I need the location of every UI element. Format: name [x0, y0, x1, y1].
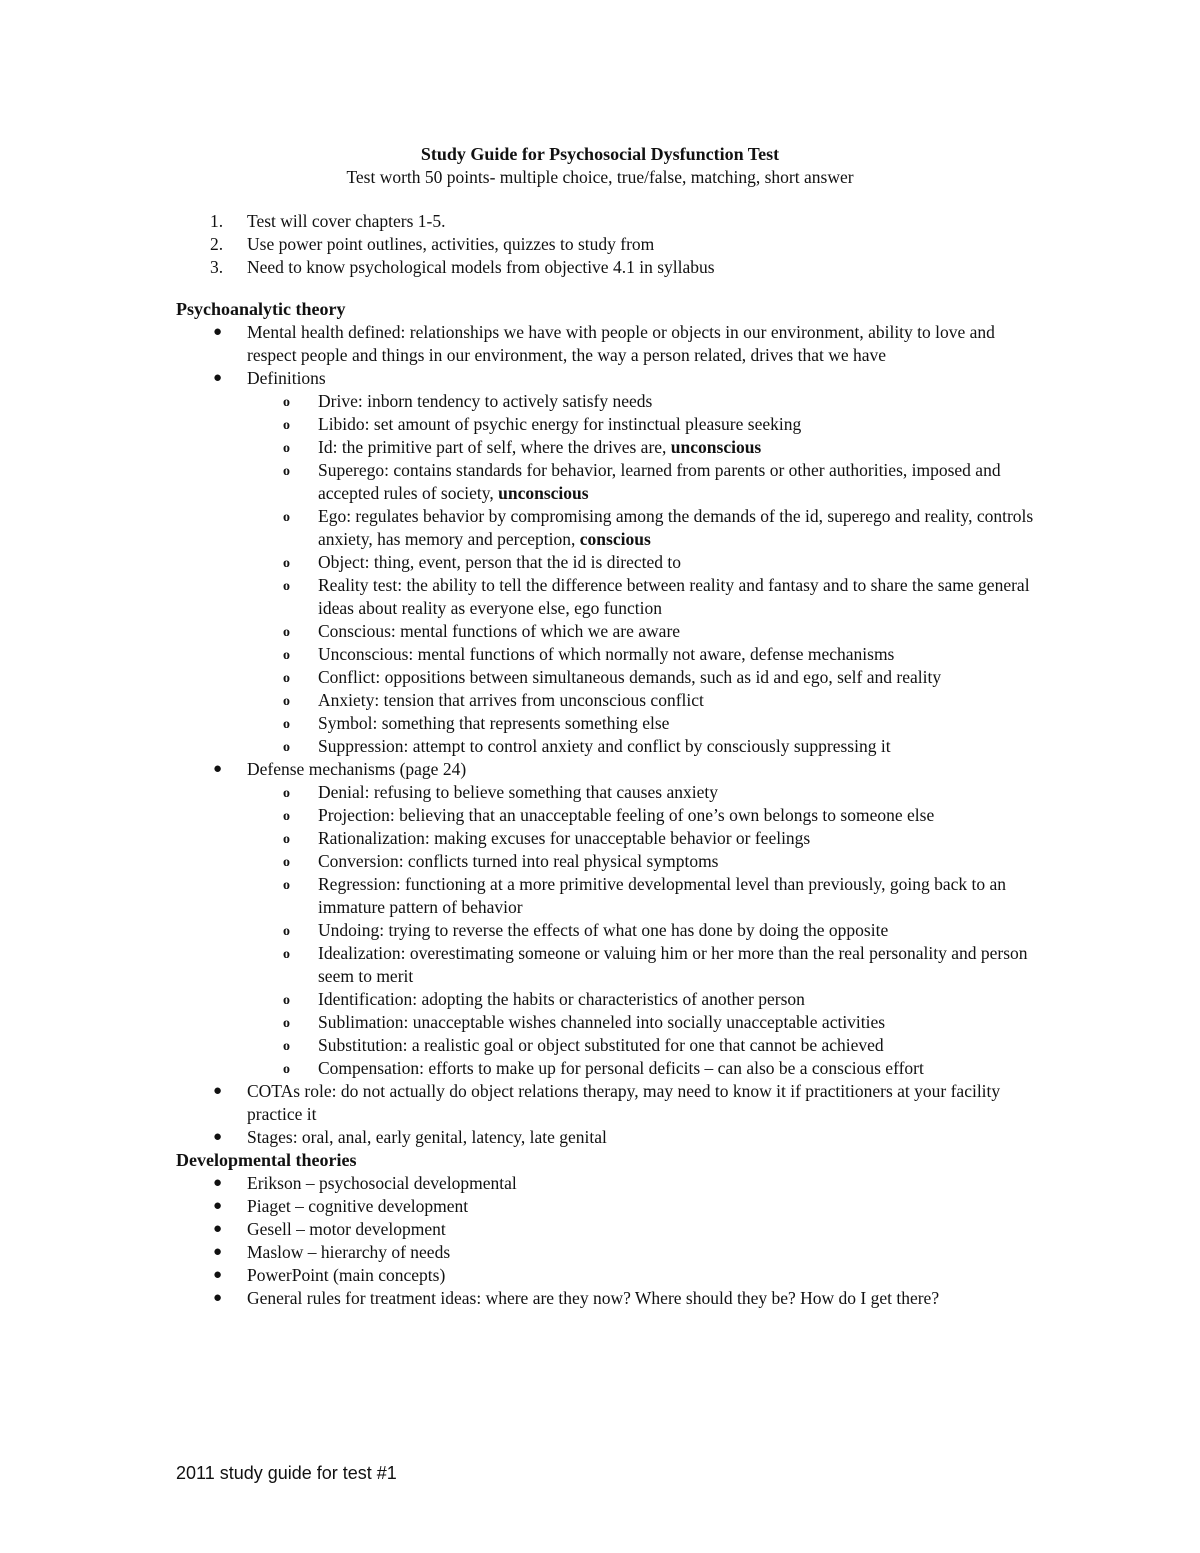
sub-bullet-icon: o: [283, 441, 290, 456]
developmental-item: [176, 1195, 1036, 1218]
sub-bullet-icon: o: [283, 717, 290, 732]
sub-bullet-icon: o: [283, 395, 290, 410]
bullet-icon: ●: [213, 1267, 223, 1283]
item-text: Need to know psychological models from objective 4.1 in syllabus: [247, 257, 715, 277]
definition-emphasis: unconscious: [498, 483, 589, 503]
defense-item: [176, 850, 1036, 873]
developmental-text: PowerPoint (main concepts): [247, 1265, 446, 1285]
definition-item: [176, 620, 1036, 643]
sub-bullet-icon: o: [283, 418, 290, 433]
sub-bullet-icon: o: [283, 464, 290, 479]
sub-bullet-icon: o: [283, 1016, 290, 1031]
defense-text: Sublimation: unacceptable wishes channeled into socially unacceptable activities: [318, 1012, 886, 1032]
developmental-item: [176, 1241, 1036, 1264]
sub-bullet-icon: o: [283, 832, 290, 847]
bullet-icon: ●: [213, 1290, 223, 1306]
definition-text: Suppression: attempt to control anxiety and conflict by consciously suppressing it: [318, 736, 891, 756]
list-item-cotas-role: [176, 1080, 1036, 1126]
developmental-item: [176, 1218, 1036, 1241]
defense-item: [176, 1057, 1036, 1080]
cotas-role-text: COTAs role: do not actually do object relations therapy, may need to know it if practitioners at your facility practice it: [247, 1081, 1001, 1124]
definition-text: Libido: set amount of psychic energy for instinctual pleasure seeking: [318, 414, 802, 434]
sub-bullet-icon: o: [283, 510, 290, 525]
defense-text: Denial: refusing to believe something that causes anxiety: [318, 782, 718, 802]
defense-text: Substitution: a realistic goal or object substituted for one that cannot be achieved: [318, 1035, 884, 1055]
list-item-stages: [176, 1126, 1036, 1149]
item-number: 3.: [210, 257, 224, 277]
sub-bullet-icon: o: [283, 671, 290, 686]
section-heading-psychoanalytic: Psychoanalytic theory: [176, 299, 346, 319]
defense-item: [176, 988, 1036, 1011]
defense-text: Conversion: conflicts turned into real physical symptoms: [318, 851, 719, 871]
definition-item: [176, 436, 1036, 459]
defense-text: Projection: believing that an unacceptable feeling of one’s own belongs to someone else: [318, 805, 935, 825]
sub-bullet-icon: o: [283, 924, 290, 939]
developmental-text: Piaget – cognitive development: [247, 1196, 469, 1216]
list-item-definitions: [176, 367, 1036, 758]
definition-item: [176, 413, 1036, 436]
mental-health-text: Mental health defined: relationships we have with people or objects in our environment, ability to love and respect people and things in our environment, the way a person related, drives that we have: [247, 322, 995, 365]
sub-bullet-icon: o: [283, 878, 290, 893]
defense-item: [176, 781, 1036, 804]
bullet-icon: ●: [213, 1083, 223, 1099]
defense-mechanisms-list: [247, 781, 1036, 1080]
sub-bullet-icon: o: [283, 1039, 290, 1054]
list-item-defense-mechanisms: [176, 758, 1036, 1080]
bullet-icon: ●: [213, 324, 223, 340]
definition-item: [176, 390, 1036, 413]
developmental-list: [176, 1172, 1036, 1310]
definition-item: [176, 459, 1036, 505]
definition-text: Anxiety: tension that arrives from unconscious conflict: [318, 690, 704, 710]
defense-text: Rationalization: making excuses for unacceptable behavior or feelings: [318, 828, 811, 848]
definition-text: Drive: inborn tendency to actively satisfy needs: [318, 391, 653, 411]
defense-item: [176, 804, 1036, 827]
defense-item: [176, 919, 1036, 942]
defense-item: [176, 1034, 1036, 1057]
definition-text: Conscious: mental functions of which we are aware: [318, 621, 681, 641]
definition-item: [176, 643, 1036, 666]
numbered-item: [210, 210, 715, 233]
sub-bullet-icon: o: [283, 694, 290, 709]
numbered-item: [210, 233, 715, 256]
sub-bullet-icon: o: [283, 855, 290, 870]
definition-text: Reality test: the ability to tell the difference between reality and fantasy and to share the same general ideas about reality as everyone else, ego function: [318, 575, 1030, 618]
document-body: [176, 298, 1036, 1310]
definition-text: Unconscious: mental functions of which normally not aware, defense mechanisms: [318, 644, 895, 664]
definition-item: [176, 666, 1036, 689]
developmental-item: [176, 1172, 1036, 1195]
bullet-icon: ●: [213, 1244, 223, 1260]
bullet-icon: ●: [213, 1221, 223, 1237]
sub-bullet-icon: o: [283, 1062, 290, 1077]
defense-item: [176, 1011, 1036, 1034]
defense-label: Defense mechanisms (page 24): [247, 759, 467, 779]
item-number: 2.: [210, 234, 224, 254]
defense-text: Compensation: efforts to make up for personal deficits – can also be a conscious effort: [318, 1058, 924, 1078]
sub-bullet-icon: o: [283, 625, 290, 640]
stages-text: Stages: oral, anal, early genital, latency, late genital: [247, 1127, 607, 1147]
definition-emphasis: conscious: [579, 529, 651, 549]
defense-text: Idealization: overestimating someone or valuing him or her more than the real personality and person seem to merit: [318, 943, 1028, 986]
sub-bullet-icon: o: [283, 993, 290, 1008]
definition-item: [176, 505, 1036, 551]
section-heading-developmental: Developmental theories: [176, 1150, 357, 1170]
defense-text: Regression: functioning at a more primitive developmental level than previously, going back to an immature pattern of behavior: [318, 874, 1006, 917]
defense-text: Identification: adopting the habits or characteristics of another person: [318, 989, 805, 1009]
definition-text: Symbol: something that represents something else: [318, 713, 670, 733]
bullet-icon: ●: [213, 761, 223, 777]
definition-text: Object: thing, event, person that the id is directed to: [318, 552, 682, 572]
sub-bullet-icon: o: [283, 947, 290, 962]
developmental-text: Erikson – psychosocial developmental: [247, 1173, 517, 1193]
item-text: Use power point outlines, activities, quizzes to study from: [247, 234, 655, 254]
sub-bullet-icon: o: [283, 648, 290, 663]
sub-bullet-icon: o: [283, 556, 290, 571]
defense-item: [176, 942, 1036, 988]
developmental-item: [176, 1287, 1036, 1310]
numbered-item: [210, 256, 715, 279]
definition-text: Id: the primitive part of self, where the drives are,: [318, 437, 671, 457]
bullet-icon: ●: [213, 1175, 223, 1191]
definition-item: [176, 574, 1036, 620]
definition-item: [176, 712, 1036, 735]
developmental-text: Maslow – hierarchy of needs: [247, 1242, 451, 1262]
sub-bullet-icon: o: [283, 740, 290, 755]
definition-text: Conflict: oppositions between simultaneous demands, such as id and ego, self and reality: [318, 667, 942, 687]
definition-text: Ego: regulates behavior by compromising among the demands of the id, superego and reality, controls anxiety, has memory and perception,: [318, 506, 1034, 549]
sub-bullet-icon: o: [283, 786, 290, 801]
definition-emphasis: unconscious: [670, 437, 762, 457]
item-text: Test will cover chapters 1-5.: [247, 211, 446, 231]
defense-item: [176, 827, 1036, 850]
developmental-item: [176, 1264, 1036, 1287]
definitions-list: [247, 390, 1036, 758]
item-number: 1.: [210, 211, 224, 231]
sub-bullet-icon: o: [283, 579, 290, 594]
definition-item: [176, 735, 1036, 758]
bullet-icon: ●: [213, 1129, 223, 1145]
page-footer: 2011 study guide for test #1: [176, 1463, 397, 1483]
developmental-text: Gesell – motor development: [247, 1219, 446, 1239]
sub-bullet-icon: o: [283, 809, 290, 824]
document-subtitle: Test worth 50 points- multiple choice, true/false, matching, short answer: [346, 167, 854, 187]
definition-text: Superego: contains standards for behavior, learned from parents or other authorities, imposed and accepted rules of society,: [318, 460, 1001, 503]
list-item-mental-health: [176, 321, 1036, 367]
definitions-label: Definitions: [247, 368, 326, 388]
bullet-icon: ●: [213, 1198, 223, 1214]
bullet-icon: ●: [213, 370, 223, 386]
definition-item: [176, 689, 1036, 712]
defense-text: Undoing: trying to reverse the effects of what one has done by doing the opposite: [318, 920, 889, 940]
definition-item: [176, 551, 1036, 574]
defense-item: [176, 873, 1036, 919]
numbered-list: [210, 210, 715, 279]
developmental-text: General rules for treatment ideas: where are they now? Where should they be? How do I get there?: [247, 1288, 940, 1308]
document-title: Study Guide for Psychosocial Dysfunction Test: [420, 144, 780, 164]
psychoanalytic-list: [176, 321, 1036, 1149]
